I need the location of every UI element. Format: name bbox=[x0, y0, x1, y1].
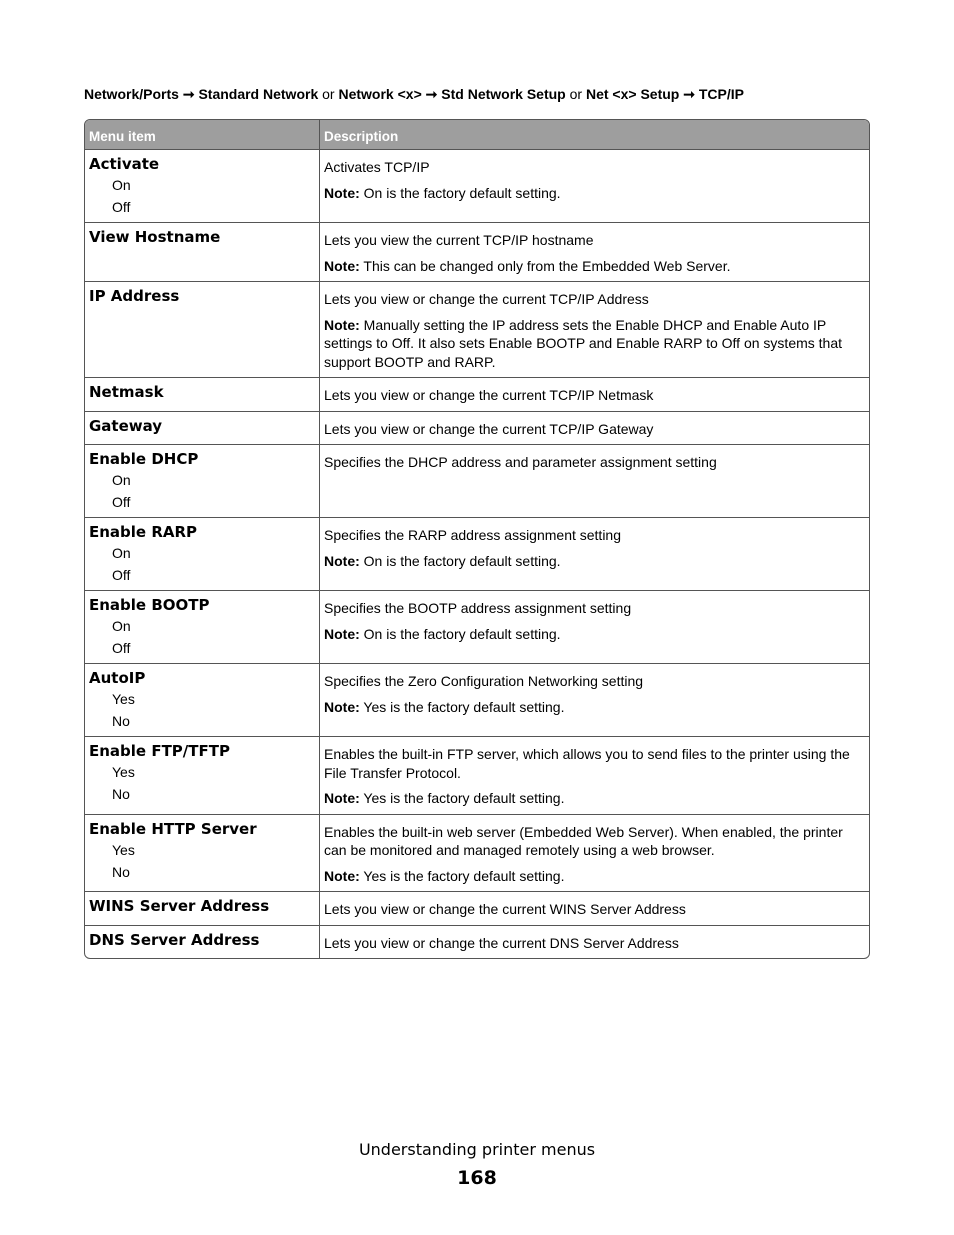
table-row bbox=[85, 664, 869, 737]
note-text: Yes is the factory default setting. bbox=[363, 867, 565, 884]
description-text: Lets you view or change the current WINS Server Address bbox=[324, 901, 686, 917]
menu-item-cell bbox=[85, 445, 320, 518]
column-header-menu-item: Menu item bbox=[85, 120, 320, 150]
description-cell bbox=[320, 378, 869, 412]
note-text: This can be changed only from the Embedded Web Server. bbox=[363, 257, 731, 274]
description-cell bbox=[320, 926, 869, 959]
description-text: Specifies the Zero Configuration Networking setting bbox=[324, 673, 644, 689]
description-cell bbox=[320, 282, 869, 378]
menu-item-option: Yes bbox=[112, 764, 135, 780]
menu-item-cell bbox=[85, 737, 320, 815]
description-text: Lets you view or change the current TCP/IP Gateway bbox=[324, 420, 654, 437]
note-paragraph bbox=[324, 625, 865, 644]
note-paragraph bbox=[324, 184, 865, 203]
note-paragraph bbox=[324, 698, 865, 717]
menu-item-option: On bbox=[112, 472, 131, 488]
breadcrumb-or: or bbox=[322, 86, 335, 102]
menu-table-container bbox=[84, 119, 870, 959]
description-cell bbox=[320, 150, 869, 223]
menu-item-cell bbox=[85, 815, 320, 893]
menu-table bbox=[84, 119, 870, 959]
menu-item-cell bbox=[85, 591, 320, 664]
description-cell bbox=[320, 664, 869, 737]
description-cell bbox=[320, 412, 869, 446]
description-text: Specifies the BOOTP address assignment setting bbox=[324, 600, 632, 616]
description-text: Lets you view the current TCP/IP hostname bbox=[324, 232, 594, 248]
description-cell bbox=[320, 892, 869, 926]
description-text: Specifies the RARP address assignment setting bbox=[324, 527, 622, 543]
description-cell bbox=[320, 591, 869, 664]
note-text: On is the factory default setting. bbox=[363, 552, 561, 569]
menu-item-name: Enable HTTP Server bbox=[89, 819, 257, 838]
table-row bbox=[85, 412, 869, 446]
menu-item-option: On bbox=[112, 177, 131, 193]
description-text: Activates TCP/IP bbox=[324, 159, 430, 175]
menu-item-cell bbox=[85, 518, 320, 591]
description-text: Enables the built-in FTP server, which allows you to send files to the printer using the File Transfer Protocol. bbox=[324, 746, 850, 781]
breadcrumb-network-ports: Network/Ports bbox=[84, 86, 179, 102]
menu-item-cell bbox=[85, 282, 320, 378]
table-row bbox=[85, 150, 869, 223]
note-paragraph bbox=[324, 552, 865, 571]
breadcrumb-network-x: Network <x> bbox=[338, 86, 422, 102]
page-number: 168 bbox=[457, 1167, 497, 1189]
menu-item-cell bbox=[85, 150, 320, 223]
description-text: Enables the built-in web server (Embedded Web Server). When enabled, the printer can be monitored and managed remotely using a web browser. bbox=[324, 823, 843, 858]
table-row bbox=[85, 518, 869, 591]
table-row bbox=[85, 445, 869, 518]
breadcrumb-net-x-setup: Net <x> Setup bbox=[585, 86, 680, 102]
arrow-icon: ➞ bbox=[182, 86, 195, 102]
menu-item-name: Activate bbox=[89, 155, 160, 173]
note-paragraph bbox=[324, 257, 865, 276]
arrow-icon: ➞ bbox=[425, 86, 438, 102]
description-cell bbox=[320, 518, 869, 591]
breadcrumb-standard-network: Standard Network bbox=[198, 86, 319, 102]
note-text: Manually setting the IP address sets the Enable DHCP and Enable Auto IP settings to Off. It also sets Enable BOOTP and Enable RARP to Off on systems that support BOOTP and RARP. bbox=[324, 316, 843, 370]
breadcrumb bbox=[84, 86, 744, 103]
note-label: Note: bbox=[324, 257, 360, 274]
note-label: Note: bbox=[324, 790, 360, 806]
menu-item-option: Off bbox=[112, 199, 131, 215]
menu-item-name: AutoIP bbox=[89, 669, 146, 687]
table-body bbox=[85, 150, 869, 958]
menu-item-option: No bbox=[112, 713, 130, 729]
footer-section-title: Understanding printer menus bbox=[358, 1140, 596, 1159]
table-row bbox=[85, 223, 869, 282]
description-text: Lets you view or change the current TCP/IP Netmask bbox=[324, 387, 654, 403]
note-label: Note: bbox=[324, 625, 360, 642]
menu-item-name: Gateway bbox=[89, 416, 163, 435]
note-text: On is the factory default setting. bbox=[363, 625, 561, 642]
menu-item-option: Yes bbox=[112, 691, 135, 707]
menu-item-name: DNS Server Address bbox=[89, 930, 260, 949]
menu-item-cell bbox=[85, 892, 320, 926]
menu-item-cell bbox=[85, 926, 320, 959]
table-row bbox=[85, 282, 869, 378]
menu-item-option: Yes bbox=[112, 841, 135, 858]
menu-item-name: IP Address bbox=[89, 287, 180, 305]
note-text: Yes is the factory default setting. bbox=[363, 790, 565, 806]
table-row bbox=[85, 926, 869, 959]
description-cell bbox=[320, 815, 869, 893]
note-label: Note: bbox=[324, 184, 360, 201]
menu-item-cell bbox=[85, 664, 320, 737]
table-row bbox=[85, 892, 869, 926]
note-paragraph bbox=[324, 867, 865, 886]
menu-item-cell bbox=[85, 378, 320, 412]
description-text: Lets you view or change the current DNS Server Address bbox=[324, 934, 679, 951]
table-row bbox=[85, 815, 869, 893]
menu-item-name: Enable DHCP bbox=[89, 450, 199, 468]
description-text: Specifies the DHCP address and parameter assignment setting bbox=[324, 454, 717, 470]
menu-item-option: On bbox=[112, 618, 131, 634]
note-text: Yes is the factory default setting. bbox=[363, 698, 565, 715]
description-cell bbox=[320, 223, 869, 282]
table-header-row bbox=[85, 120, 869, 150]
description-cell bbox=[320, 737, 869, 815]
menu-item-cell bbox=[85, 223, 320, 282]
menu-item-cell bbox=[85, 412, 320, 446]
menu-item-name: Netmask bbox=[89, 383, 164, 401]
menu-item-name: View Hostname bbox=[89, 228, 221, 246]
table-row bbox=[85, 737, 869, 815]
note-label: Note: bbox=[324, 316, 360, 333]
note-text: On is the factory default setting. bbox=[363, 184, 561, 201]
column-header-description: Description bbox=[320, 120, 869, 150]
note-label: Note: bbox=[324, 698, 360, 715]
menu-item-option: No bbox=[112, 863, 130, 880]
menu-item-name: Enable BOOTP bbox=[89, 596, 210, 614]
note-label: Note: bbox=[324, 867, 360, 884]
menu-item-name: WINS Server Address bbox=[89, 897, 270, 915]
menu-item-name: Enable RARP bbox=[89, 523, 198, 541]
menu-item-name: Enable FTP/TFTP bbox=[89, 742, 230, 760]
description-text: Lets you view or change the current TCP/IP Address bbox=[324, 291, 649, 307]
table-row bbox=[85, 378, 869, 412]
note-paragraph bbox=[324, 789, 865, 808]
breadcrumb-std-network-setup: Std Network Setup bbox=[441, 86, 566, 102]
note-label: Note: bbox=[324, 552, 360, 569]
menu-item-option: Off bbox=[112, 567, 131, 583]
breadcrumb-tcp-ip: TCP/IP bbox=[698, 86, 744, 102]
arrow-icon: ➞ bbox=[683, 86, 695, 102]
breadcrumb-or: or bbox=[569, 86, 583, 102]
description-cell bbox=[320, 445, 869, 518]
table-row bbox=[85, 591, 869, 664]
menu-item-option: Off bbox=[112, 640, 131, 656]
menu-item-option: Off bbox=[112, 494, 131, 510]
menu-item-option: On bbox=[112, 545, 131, 561]
note-paragraph bbox=[324, 316, 865, 372]
menu-item-option: No bbox=[112, 786, 130, 802]
